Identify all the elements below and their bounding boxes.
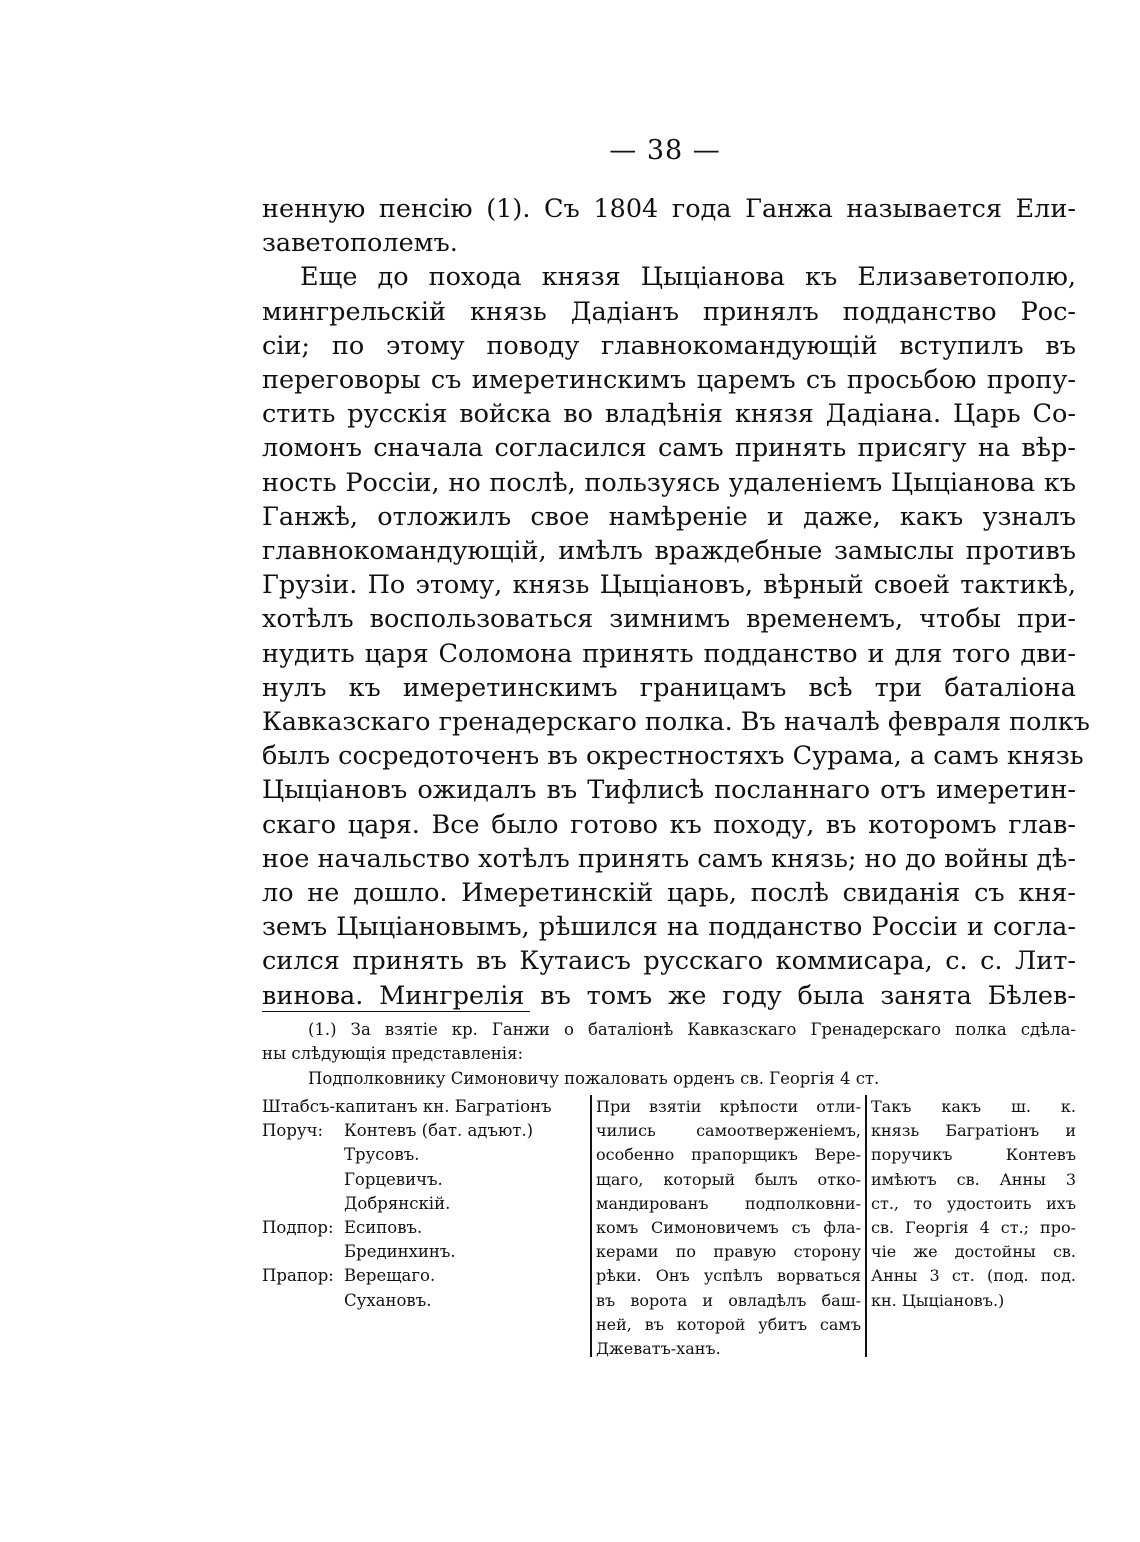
text-line: винова. Мингрелія въ томъ же году была занята Бѣлев-	[262, 980, 1076, 1011]
text-line: ность Россіи, но послѣ, пользуясь удаленіемъ Цыціанова къ	[262, 467, 1076, 498]
text-line: ненную пенсію (1). Съ 1804 года Ганжа называется Ели-	[262, 194, 1076, 224]
text-line: Цыціановъ ожидалъ въ Тифлисѣ посланнаго отъ имеретин-	[262, 775, 1076, 806]
footnote-line: рѣки. Онъ успѣлъ ворваться	[596, 1266, 861, 1286]
footnote-line: комъ Симоновичемъ съ фла-	[596, 1218, 861, 1238]
text-line: земъ Цыціановымъ, рѣшился на подданство Россіи и согла-	[262, 912, 1076, 943]
officer-name: Добрянскій.	[344, 1193, 451, 1213]
footnote-line: поручикъ Контевъ	[871, 1145, 1076, 1165]
footnote-order-line: Подполковнику Симоновичу пожаловать орденъ св. Георгія 4 ст.	[308, 1069, 880, 1088]
footnote-line: князь Багратіонъ и	[871, 1121, 1076, 1141]
officer-row	[262, 1240, 588, 1264]
text-line: нудить царя Соломона принять подданство и для того дви-	[262, 638, 1076, 669]
text-line: стить русскія войска во владѣнія князя Дадіана. Царь Со-	[262, 399, 1076, 430]
footnote-intro	[262, 1018, 1076, 1066]
text-line: заветополемъ.	[262, 228, 458, 259]
footnote-line: Анны 3 ст. (под. под.	[871, 1266, 1076, 1286]
text-line: мингрельскій князь Дадіанъ принялъ подданство Рос-	[262, 296, 1076, 327]
footnote-line: При взятіи крѣпости отли-	[596, 1097, 861, 1116]
footnote-line: керами по правую сторону	[596, 1242, 861, 1262]
text-line: Грузіи. По этому, князь Цыціановъ, вѣрный своей тактикѣ,	[262, 570, 1076, 601]
officer-name: Верещаго.	[344, 1266, 436, 1286]
officer-row	[262, 1168, 588, 1192]
distinction-column	[590, 1095, 861, 1357]
text-line: нулъ къ имеретинскимъ границамъ всѣ три баталіона	[262, 672, 1076, 703]
footnote-line: (1.) За взятіе кр. Ганжи о баталіонѣ Кавказскаго Гренадерскаго полка сдѣла-	[308, 1020, 1076, 1039]
officer-name: Трусовъ.	[344, 1145, 420, 1165]
footnote-line: мандированъ подполковни-	[596, 1193, 861, 1213]
main-text	[262, 192, 1090, 1013]
text-line: главнокомандующій, имѣлъ враждебные замыслы противъ	[262, 536, 1076, 567]
officer-rank: Прапор:	[262, 1266, 334, 1286]
text-line: переговоры съ имеретинскимъ царемъ съ просьбою пропу-	[262, 365, 1076, 396]
text-line: хотѣлъ воспользоваться зимнимъ временемъ, чтобы при-	[262, 604, 1076, 635]
text-line: ное начальство хотѣлъ принять самъ князь; но до войны дѣ-	[262, 843, 1076, 874]
officer-name: Есиповъ.	[344, 1218, 423, 1238]
officer-name: Брединхинъ.	[344, 1242, 456, 1262]
officer-row	[262, 1192, 588, 1216]
text-line: сіи; по этому поводу главнокомандующій вступилъ въ	[262, 330, 1076, 361]
footnote-line: чились самоотверженіемъ,	[596, 1121, 861, 1141]
officers-column	[262, 1095, 588, 1313]
officer-name: Сухановъ.	[344, 1290, 432, 1310]
officer-row	[262, 1216, 588, 1240]
footnote-line: имѣютъ св. Анны 3	[871, 1169, 1076, 1189]
officer-row	[262, 1289, 588, 1313]
footnote-line: въ ворота и овладѣлъ баш-	[596, 1290, 861, 1310]
text-line: скаго царя. Все было готово къ походу, въ которомъ глав-	[262, 809, 1076, 840]
officer-name: Контевъ (бат. адъют.)	[344, 1121, 534, 1141]
officer-row	[262, 1264, 588, 1288]
officer-row	[262, 1095, 588, 1119]
footnote-line: чіе же достойны св.	[871, 1242, 1076, 1262]
officer-row	[262, 1143, 588, 1167]
text-line: Ганжѣ, отложилъ свое намѣреніе и даже, какъ узналъ	[262, 501, 1076, 532]
text-line: былъ сосредоточенъ въ окрестностяхъ Сурама, а самъ князь	[262, 741, 1084, 772]
text-line: Еще до похода князя Цыціанова къ Елизаветополю,	[300, 262, 1076, 293]
officer-name: Горцевичъ.	[344, 1169, 443, 1189]
page-number: — 38 —	[609, 135, 721, 166]
text-line: ло не дошло. Имеретинскій царь, послѣ свиданія съ кня-	[262, 878, 1076, 909]
footnote-line: ст., то удостоить ихъ	[871, 1193, 1076, 1213]
officer-row	[262, 1119, 588, 1143]
text-line: Кавказскаго гренадерскаго полка. Въ началѣ февраля полкъ	[262, 707, 1090, 738]
footnote-line: св. Георгія 4 ст.; про-	[871, 1218, 1076, 1238]
footnote-line: ней, въ которой убитъ самъ	[596, 1314, 861, 1334]
footnote-line: кн. Цыціановъ.)	[871, 1290, 1005, 1310]
officer-rank: Поруч:	[262, 1121, 324, 1141]
officer-name: Штабсъ-капитанъ кн. Багратіонъ	[262, 1097, 552, 1116]
footnote-divider	[262, 1011, 530, 1012]
footnote-line: Джеватъ-ханъ.	[596, 1339, 721, 1359]
resolution-column	[865, 1095, 1076, 1357]
text-line: ломонъ сначала согласился самъ принять присягу на вѣр-	[262, 433, 1076, 464]
officer-rank: Подпор:	[262, 1218, 334, 1238]
text-line: сился принять въ Кутаисъ русскаго коммисара, с. с. Лит-	[262, 946, 1076, 977]
footnote-line: Такъ какъ ш. к.	[871, 1097, 1076, 1116]
footnote-line: щаго, который былъ отко-	[596, 1169, 861, 1189]
footnote-line: ны слѣдующія представленія:	[262, 1044, 524, 1063]
footnote-line: особенно прапорщикъ Вере-	[596, 1145, 861, 1165]
